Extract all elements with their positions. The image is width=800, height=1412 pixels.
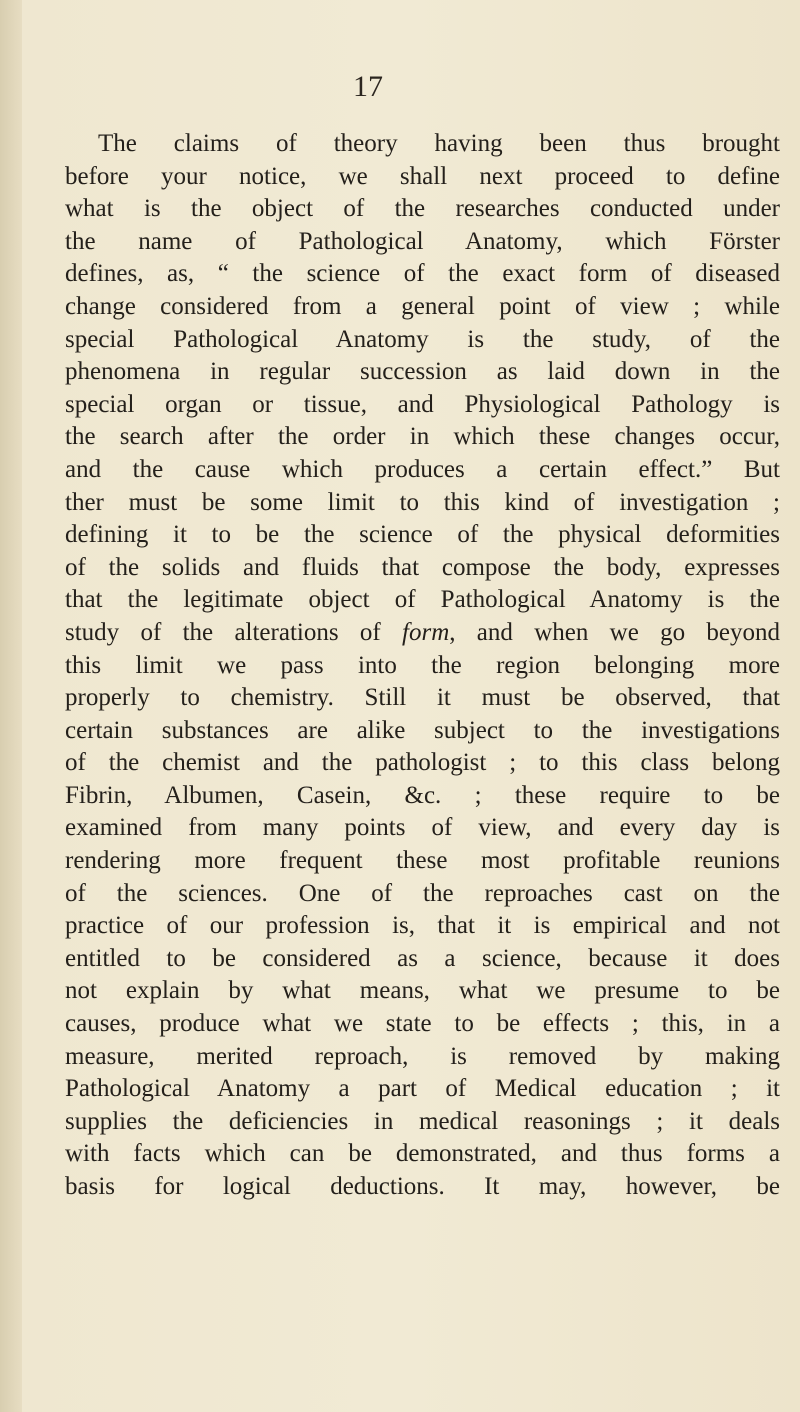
page-number: 17 [353,70,383,103]
text-line: certain substances are alike subject to the investigations [65,716,780,744]
text-line: causes, produce what we state to be effects ; this, in a [65,1010,780,1038]
text-line: Fibrin, Albumen, Casein, &c. ; these require to be [65,781,780,809]
italic-word: form [402,618,450,646]
text-line: of the chemist and the pathologist ; to this class belong [65,749,780,777]
text-line: rendering more frequent these most profitable reunions [65,847,780,875]
text-line: special organ or tissue, and Physiological Pathology is [65,390,780,418]
text-line: this limit we pass into the region belonging more [65,651,780,679]
text-line: The claims of theory having been thus brought [98,130,780,157]
text-line: with facts which can be demonstrated, and thus forms a [65,1140,780,1168]
text-line: practice of our profession is, that it is empirical and not [65,912,780,940]
text-line: change considered from a general point of view ; while [65,292,780,320]
text-line: of the solids and fluids that compose the body, expresses [65,553,780,581]
text-line: ther must be some limit to this kind of investigation ; [65,488,780,516]
text-line: the name of Pathological Anatomy, which Förster [65,227,780,255]
text-line: that the legitimate object of Pathological Anatomy is the [65,586,780,614]
text-line: and the cause which produces a certain effect.” But [65,455,780,483]
text-line: not explain by what means, what we presume to be [65,977,780,1005]
text-line: before your notice, we shall next proceed to define [65,162,780,190]
text-line: examined from many points of view, and every day is [65,814,780,842]
text-line: what is the object of the researches conducted under [65,195,780,223]
page-gutter-shadow [0,0,22,1412]
text-line: phenomena in regular succession as laid down in the [65,358,780,386]
body-paragraph [65,128,780,1204]
text-line: measure, merited reproach, is removed by making [65,1042,780,1070]
text-line: basis for logical deductions. It may, however, be [65,1173,780,1200]
text-line: special Pathological Anatomy is the study, of the [65,325,780,353]
text-line: the search after the order in which these changes occur, [65,423,780,451]
text-line-with-italic: study of the alterations of form, and when we go beyond [65,618,781,646]
text-line: defines, as, “ the science of the exact form of diseased [65,260,780,288]
text-line: of the sciences. One of the reproaches cast on the [65,879,780,907]
text-line: entitled to be considered as a science, because it does [65,944,780,972]
text-line: properly to chemistry. Still it must be observed, that [65,684,780,712]
text-line: defining it to be the science of the physical deformities [65,521,780,549]
text-line: supplies the deficiencies in medical reasonings ; it deals [65,1107,780,1135]
text-line: Pathological Anatomy a part of Medical education ; it [65,1075,780,1103]
